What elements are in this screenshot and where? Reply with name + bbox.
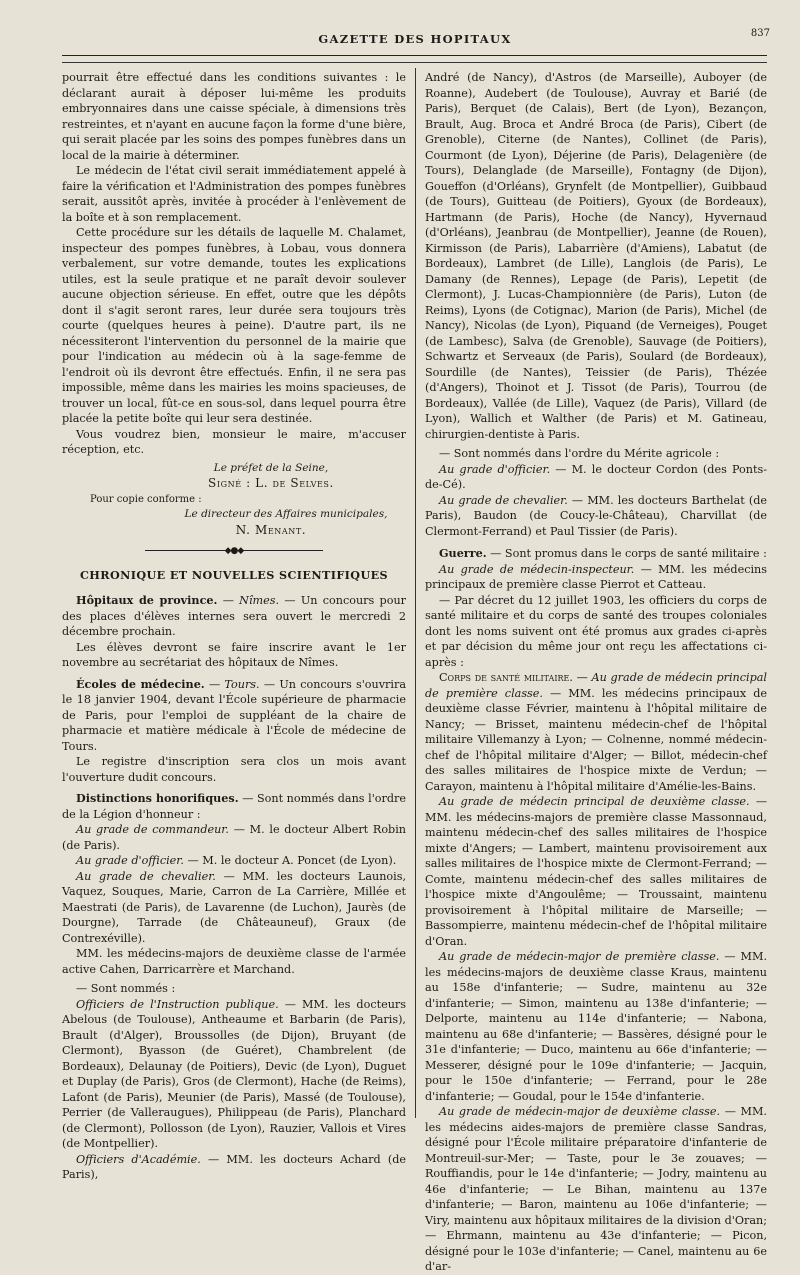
paragraph: Au grade de médecin-major de première classe. — MM. les médecins-majors de deuxième classe Kraus, maintenu au 158e d'infanterie; — Sudre, maintenu au 32e d'infanterie; — Simon, maintenu au 138e d'infanterie; — Delporte, maintenu au 114e d'infanterie; — Nabona, maintenu au 68e d'infanterie; — Bassères, désigné pour le 31e d'infanterie; — Duco, maintenu au 66e d'infanterie; — Messerer, désigné pour le 109e d'infanterie; — Jacquin, pour le 150e d'infanterie; — Ferrand, pour le 28e d'infanterie; — Goudal, pour le 154e d'infanterie. — [425, 950, 767, 1103]
page-number: 837 — [750, 28, 770, 39]
paragraph: Le registre d'inscription sera clos un mois avant l'ouverture dudit concours. — [62, 755, 406, 784]
news-item: Hôpitaux de province. — Nîmes. — Un concours pour des places d'élèves internes sera ouvert le mercredi 2 décembre prochain. — [62, 593, 406, 638]
right-column — [425, 70, 767, 1275]
paragraph: pourrait être effectué dans les conditions suivantes : le déclarant aurait à déposer lui-même les produits embryonnaires dans une caisse spéciale, à dimensions très restreintes, et n'ayant en aucune façon la forme d'une bière, qui serait placée par les soins des pompes funèbres dans un local de la mairie à déterminer. — [62, 71, 407, 162]
paragraph: Officiers de l'Instruction publique. — MM. les docteurs Abelous (de Toulouse), Antheaume et Barbarin (de Paris), Brault (d'Alger), Broussolles (de Dijon), Bruyant (de Clermont), Byasson (de Guéret), Chambrelent (de Bordeaux), Delaunay (de Poitiers), Devic (de Lyon), Duguet et Duplay (de Paris), Gros (de Clermont), Hache (de Reims), Lafont (de Paris), Meunier (de Paris), Massé (de Toulouse), Perrier (de Valleraugues), Philippeau (de Paris), Planchard (de Clermont), Pollosson (de Lyon), Rauzier, Vallois et Vires (de Montpellier). — [62, 997, 406, 1150]
ornament-divider: ◆●◆ — [62, 544, 406, 560]
paragraph: Au grade de médecin-major de deuxième classe. — MM. les médecins aides-majors de première classe Sandras, désigné pour l'École militaire préparatoire d'infanterie de Montreuil-sur-Mer; — Taste, pour le 3e zouaves; — Rouffiandis, pour le 14e d'infanterie; — Jodry, maintenu au 46e d'infanterie; — Le Bihan, maintenu au 137e d'infanterie; — Baron, maintenu au 106e d'infanterie; — Viry, maintenu aux hôpitaux militaires de la division d'Oran; — Ehrmann, maintenu au 43e d'infanterie; — Picon, désigné pour le 103e d'infanterie; — Canel, maintenu au 6e d'ar- — [425, 1105, 767, 1273]
paragraph: Cette procédure sur les détails de laquelle M. Chalamet, inspecteur des pompes funèbres, à Lobau, vous donnera verbalement, sur votre demande, toutes les explications utiles, est la seule pratique et ne paraît devoir soulever aucune objection sérieuse. En effet, outre que les dépôts dont il s'agit seront rares, leur durée sera toujours très courte (quelques heures à peine). D'autre part, ils ne nécessiteront l'intervention du personnel de la mairie que pour l'indication au médecin où à la sage-femme de l'endroit où ils devront être effectués. Enfin, il ne sera pas impossible, même dans les mairies les moins spacieuses, de trouver un local, fût-ce en sous-sol, dans lequel pourra être placée la petite boîte qui leur sera destinée. — [62, 226, 406, 425]
news-item: Écoles de médecine. — Tours. — Un concours s'ouvrira le 18 janvier 1904, devant l'École supérieure de pharmacie de Paris, pour l'emploi de suppléant de la chaire de pharmacie et matière médicale à l'École de médecine de Tours. — [62, 676, 406, 753]
news-item: Distinctions honorifiques. — Sont nommés dans l'ordre de la Légion d'honneur : — [62, 791, 406, 821]
director-title: Le directeur des Affaires municipales, — [184, 508, 388, 520]
signature-title: Le préfet de la Seine, — [213, 461, 329, 474]
section-title: CHRONIQUE ET NOUVELLES SCIENTIFIQUES — [79, 567, 389, 582]
header-rule — [62, 55, 767, 56]
paragraph: Au grade d'officier. — M. le docteur Cordon (des Ponts-de-Cé). — [425, 462, 767, 491]
news-item: Guerre. — Sont promus dans le corps de santé militaire : — [439, 546, 767, 560]
paragraph: Les élèves devront se faire inscrire avant le 1er novembre au secrétariat des hôpitaux de Nîmes. — [62, 640, 406, 669]
paragraph: Corps de santé militaire. — Au grade de médecin principal de première classe. — MM. les médecins principaux de deuxième classe Février, maintenu à l'hôpital militaire de Nancy; — Brisset, maintenu médecin-chef de l'hôpital militaire Villemanzy à Lyon; — Colnenne, nommé médecin-chef de l'hôpital militaire d'Alger; — Billot, médecin-chef des salles militaires de l'hospice mixte de Verdun; — Carayon, maintenu à l'hôpital militaire d'Amélie-les-Bains. — [425, 671, 767, 793]
paragraph: Officiers d'Académie. — MM. les docteurs Achard (de Paris), — [62, 1152, 407, 1181]
signature-name: Signé : L. de Selves. — [208, 476, 334, 490]
column-separator — [415, 68, 416, 1118]
paragraph: Vous voudrez bien, monsieur le maire, m'accuser réception, etc. — [62, 427, 406, 456]
paragraph: Au grade de médecin-inspecteur. — MM. les médecins principaux de première classe Pierrot et Catteau. — [425, 562, 767, 591]
paragraph: Au grade de commandeur. — M. le docteur Albert Robin (de Paris). — [62, 823, 406, 852]
paragraph: — Par décret du 12 juillet 1903, les officiers du corps de santé militaire et du corps de santé des troupes coloniales dont les noms suivent ont été promus aux grades ci-après et par décision du même jour ont reçu les affectations ci-après : — [425, 593, 767, 669]
paragraph: — Sont nommés dans l'ordre du Mérite agricole : — [439, 447, 720, 460]
left-column — [62, 70, 406, 1183]
paragraph: MM. les médecins-majors de deuxième classe de l'armée active Cahen, Darricarrère et Marchand. — [62, 947, 406, 976]
copy-note: Pour copie conforme : — [90, 493, 202, 505]
paragraph: Au grade de médecin principal de deuxième classe. — MM. les médecins-majors de première classe Massonnaud, maintenu médecin-chef des salles militaires de l'hospice mixte d'Angers; — Lambert, maintenu provisoirement aux salles militaires de l'hospice mixte de Clermont-Ferrand; — Comte, maintenu médecin-chef des salles militaires de l'hospice mixte d'Angoulême; — Troussaint, maintenu provisoirement à l'hôpital militaire de Marseille; — Bassompierre, maintenu médecin-chef de l'hôpital militaire d'Oran. — [425, 795, 767, 948]
paragraph: Au grade d'officier. — M. le docteur A. Poncet (de Lyon). — [76, 854, 397, 867]
page-header — [60, 28, 770, 50]
journal-title: GAZETTE DES HOPITAUX — [318, 32, 512, 46]
director-name: N. Menant. — [235, 522, 307, 537]
paragraph: — Sont nommés : — [76, 982, 176, 995]
paragraph: Au grade de chevalier. — MM. les docteurs Launois, Vaquez, Souques, Marie, Carron de La Carrière, Millée et Maestrati (de Paris), de Lavarenne (de Luchon), Jaurès (de Dourgne), Tarrade (de Châteauneuf), Graux (de Contrexéville). — [62, 869, 407, 945]
paragraph: Le médecin de l'état civil serait immédiatement appelé à faire la vérification et l'Administration des pompes funèbres serait, aussitôt après, invitée à procéder à l'enlèvement de la boîte et à son remplacement. — [62, 164, 406, 224]
paragraph: Au grade de chevalier. — MM. les docteurs Barthelat (de Paris), Baudon (de Coucy-le-Château), Charvillat (de Clermont-Ferrand) et Paul Tissier (de Paris). — [425, 493, 767, 538]
paragraph: André (de Nancy), d'Astros (de Marseille), Auboyer (de Roanne), Audebert (de Toulouse), Auvray et Barié (de Paris), Berquet (de Calais), Bert (de Lyon), Bezançon, Brault, Aug. Broca et André Broca (de Paris), Cibert (de Grenoble), Citerne (de Nantes), Collinet (de Paris), Courmont (de Lyon), Déjerine (de Paris), Delagenière (de Tours), Delanglade (de Marseille), Fontagny (de Dijon), Goueffon (d'Orléans), Grynfelt (de Montpellier), Guibbaud (de Tours), Guitteau (de Poitiers), Gyoux (de Bordeaux), Hartmann (de Paris), Hoche (de Nancy), Hyvernaud (d'Orléans), Jeanbrau (de Montpellier), Jeanne (de Rouen), Kirmisson (de Paris), Labarrière (d'Amiens), Labatut (de Bordeaux), Lambret (de Lille), Langlois (de Paris), Le Damany (de Rennes), Lepage (de Paris), Lepetit (de Clermont), J. Lucas-Championnière (de Paris), Luton (de Reims), Lyons (de Cotignac), Marion (de Paris), Michel (de Nancy), Nicolas (de Lyon), Piquand (de Verneiges), Pouget (de Lambesc), Salva (de Grenoble), Sauvage (de Poitiers), Schwartz et Serveaux (de Paris), Soulard (de Bordeaux), Sourdille (de Nantes), Teissier (de Paris), Thézée (d'Angers), Thoinot et J. Tissot (de Paris), Tourrou (de Bordeaux), Vallée (de Lille), Vaquez (de Paris), Villard (de Lyon), Wallich et Walther (de Paris) et M. Gatineau, chirurgien-dentiste à Paris. — [425, 71, 767, 441]
header-rule-thin — [62, 62, 767, 63]
